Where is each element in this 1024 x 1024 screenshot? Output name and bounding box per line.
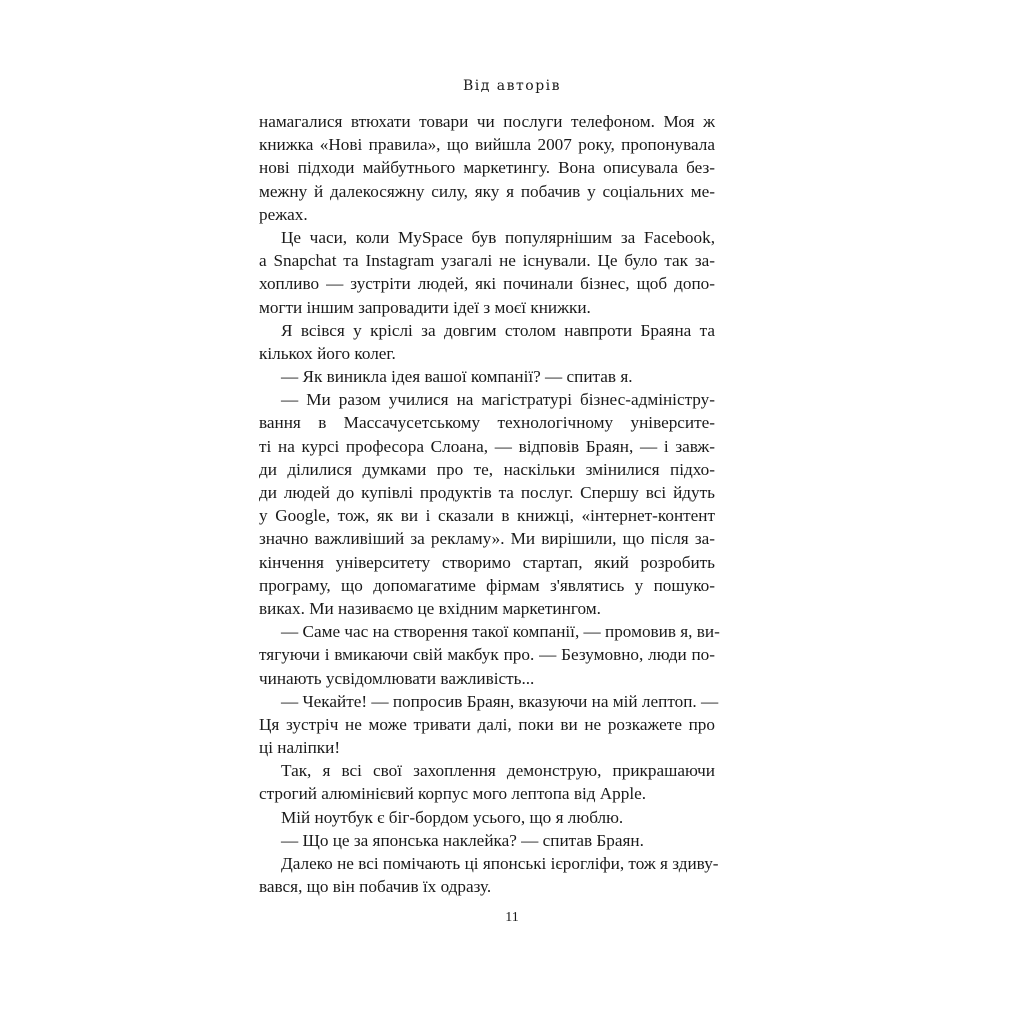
page-number: 11 xyxy=(505,910,519,925)
running-head: Від авторів xyxy=(462,78,562,94)
text-line: програму, що допомагатиме фірмам з'являтись у пошуко- xyxy=(259,575,715,595)
text-line: — Чекайте! — попросив Браян, вказуючи на мій лептоп. — xyxy=(281,691,719,711)
body-text xyxy=(259,110,720,898)
text-line: виках. Ми називаємо це вхідним маркетингом. xyxy=(259,598,601,618)
text-line: ди людей до купівлі продуктів та послуг. Спершу всі йдуть xyxy=(259,483,715,502)
text-line: а Snapchat та Instagram узагалі не існували. Це було так за- xyxy=(259,251,715,271)
text-line: у Google, тож, як ви і сказали в книжці, «інтернет-контент xyxy=(259,506,715,526)
text-line: — Саме час на створення такої компанії, — промовив я, ви- xyxy=(281,622,720,642)
text-line: могти іншим запровадити ідеї з моєї книжки. xyxy=(259,297,591,317)
text-line: Ця зустріч не може тривати далі, поки ви не розкажете про xyxy=(259,714,715,734)
text-line: — Як виникла ідея вашої компанії? — спитав я. xyxy=(281,367,633,387)
text-line: Далеко не всі помічають ці японські ієрогліфи, тож я здиву- xyxy=(281,854,719,873)
text-line: межну й далекосяжну силу, яку я побачив у соціальних ме- xyxy=(259,181,715,201)
text-line: ті на курсі професора Слоана, — відповів Браян, — і завж- xyxy=(259,436,715,456)
text-line: намагалися втюхати товари чи послуги телефоном. Моя ж xyxy=(259,112,715,131)
text-line: чинають усвідомлювати важливість... xyxy=(259,668,535,688)
text-line: вання в Массачусетському технологічному університе- xyxy=(259,413,715,433)
text-line: строгий алюмінієвий корпус мого лептопа від Apple. xyxy=(259,784,647,804)
text-line: кінчення університету створимо стартап, який розробить xyxy=(259,552,715,572)
text-line: значно важливіший за рекламу». Ми вирішили, що після за- xyxy=(259,529,715,549)
text-line: — Що це за японська наклейка? — спитав Браян. xyxy=(281,830,644,850)
text-line: Так, я всі свої захоплення демонструю, прикрашаючи xyxy=(281,761,715,781)
text-line: Мій ноутбук є біг-бордом усього, що я люблю. xyxy=(281,807,624,827)
text-line: нові підходи майбутнього маркетингу. Вона описувала без- xyxy=(259,158,715,178)
text-line: ди ділилися думками про те, наскільки змінилися підхо- xyxy=(259,459,715,479)
text-line: Це часи, коли MySpace був популярнішим за Facebook, xyxy=(281,227,715,247)
text-line: ці наліпки! xyxy=(259,738,341,758)
text-line: режах. xyxy=(259,204,308,224)
text-line: книжка «Нові правила», що вийшла 2007 року, пропонувала xyxy=(259,135,715,155)
text-line: кількох його колег. xyxy=(259,343,396,363)
text-line: тягуючи і вмикаючи свій макбук про. — Безумовно, люди по- xyxy=(259,645,715,665)
text-line: вався, що він побачив їх одразу. xyxy=(259,877,492,897)
text-line: Я всівся у кріслі за довгим столом навпроти Браяна та xyxy=(281,320,715,340)
text-line: хопливо — зустріти людей, які починали бізнес, щоб допо- xyxy=(259,274,715,294)
text-line: — Ми разом училися на магістратурі бізнес-адміністру- xyxy=(281,390,715,410)
